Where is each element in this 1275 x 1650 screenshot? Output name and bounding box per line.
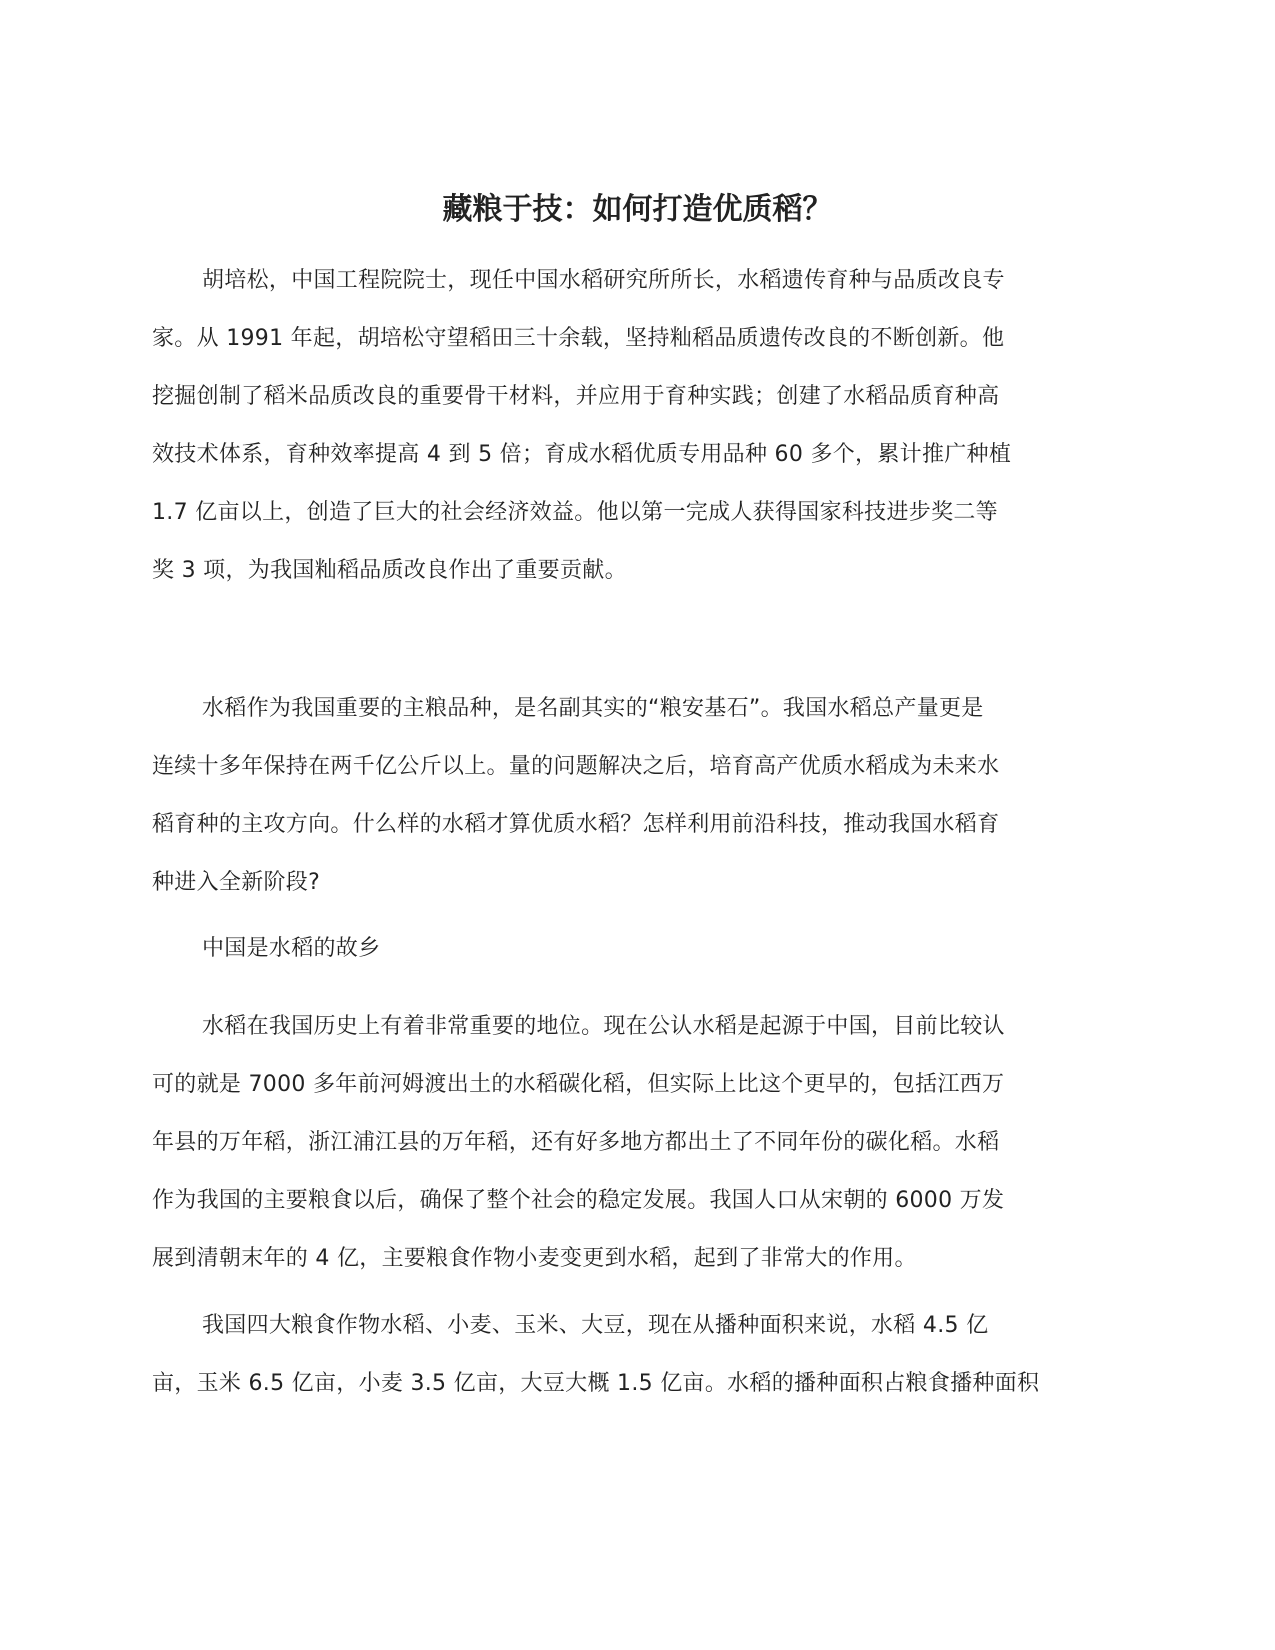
text-line: 挖掘创制了稻米品质改良的重要骨干材料，并应用于育种实践；创建了水稻品质育种高 [152,384,1000,409]
paragraph-history [152,998,1102,1288]
document-title: 藏粮于技：如何打造优质稻？ [442,192,833,227]
section-heading-text: 中国是水稻的故乡 [202,936,381,961]
text-line: 连续十多年保持在两千亿公斤以上。量的问题解决之后，培育高产优质水稻成为未来水 [152,754,1000,779]
text-line: 种进入全新阶段? [152,870,321,895]
text-line: 水稻作为我国重要的主粮品种，是名副其实的“粮安基石”。我国水稻总产量更是 [202,696,984,721]
text-line: 我国四大粮食作物水稻、小麦、玉米、大豆，现在从播种面积来说，水稻 4.5 亿 [202,1313,989,1338]
text-line: 稻育种的主攻方向。什么样的水稻才算优质水稻？怎样利用前沿科技，推动我国水稻育 [152,812,1000,837]
text-line: 可的就是 7000 多年前河姆渡出土的水稻碳化稻，但实际上比这个更早的，包括江西万 [152,1072,1005,1097]
text-line: 亩，玉米 6.5 亿亩，小麦 3.5 亿亩，大豆大概 1.5 亿亩。水稻的播种面积占粮食播种面积 [152,1371,1040,1396]
text-line: 效技术体系，育种效率提高 4 到 5 倍；育成水稻优质专用品种 60 多个，累计推广种植 [152,442,1012,467]
text-line: 奖 3 项，为我国籼稻品质改良作出了重要贡献。 [152,558,627,583]
text-line: 年县的万年稻，浙江浦江县的万年稻，还有好多地方都出土了不同年份的碳化稻。水稻 [152,1130,1000,1155]
paragraph-intro [152,252,1102,600]
text-line: 展到清朝末年的 4 亿，主要粮食作物小麦变更到水稻，起到了非常大的作用。 [152,1246,917,1271]
text-line: 胡培松，中国工程院院士，现任中国水稻研究所所长，水稻遗传育种与品质改良专 [202,268,1005,293]
paragraph-crop-area [152,1297,1102,1413]
text-line: 水稻在我国历史上有着非常重要的地位。现在公认水稻是起源于中国，目前比较认 [202,1014,1005,1039]
section-heading [152,920,1102,978]
paragraph-rice-importance [152,680,1102,912]
text-line: 家。从 1991 年起，胡培松守望稻田三十余载，坚持籼稻品质遗传改良的不断创新。他 [152,326,1005,351]
text-line: 作为我国的主要粮食以后，确保了整个社会的稳定发展。我国人口从宋朝的 6000 万发 [152,1188,1005,1213]
text-line: 1.7 亿亩以上，创造了巨大的社会经济效益。他以第一完成人获得国家科技进步奖二等 [152,500,998,525]
